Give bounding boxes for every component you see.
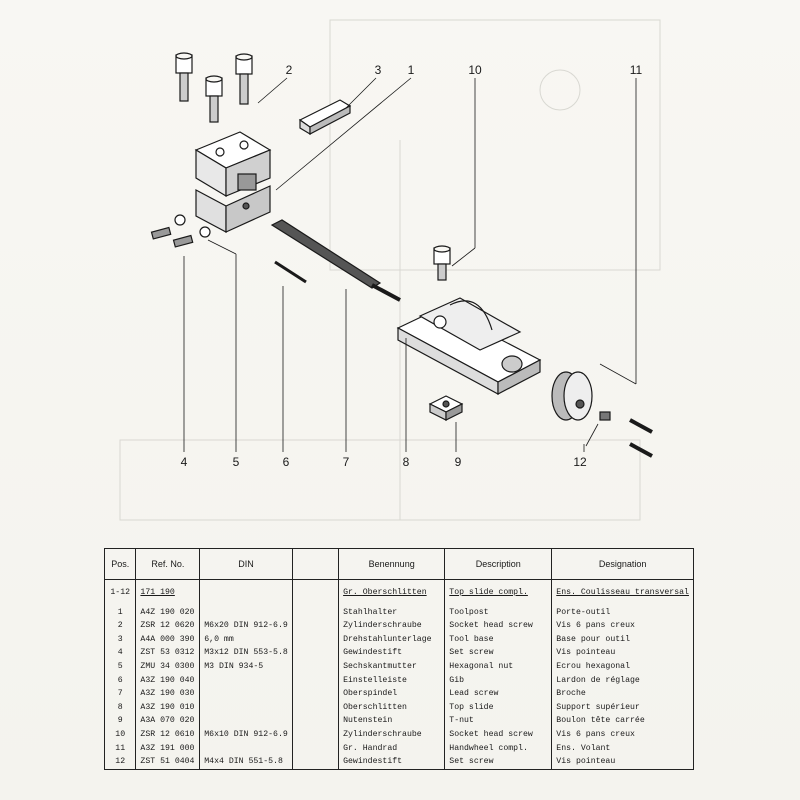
- cell-din: [200, 742, 293, 756]
- cell-benennung: Sechskantmutter: [339, 660, 445, 674]
- cell-din: M3 DIN 934-5: [200, 660, 293, 674]
- table-row: [105, 660, 694, 674]
- cell-din: [200, 586, 293, 600]
- cell-designation: Support supérieur: [552, 701, 694, 715]
- cell-ref: A4Z 190 020: [136, 606, 200, 620]
- callout-9: 9: [454, 455, 462, 469]
- callout-5: 5: [232, 455, 240, 469]
- cell-designation: Lardon de réglage: [552, 674, 694, 688]
- cell-pos: 3: [105, 633, 136, 647]
- cell-pos: 10: [105, 728, 136, 742]
- cell-designation: Base pour outil: [552, 633, 694, 647]
- cell-blank: [292, 728, 338, 742]
- cell-blank: [292, 606, 338, 620]
- cell-din: M4x4 DIN 551-5.8: [200, 755, 293, 769]
- cell-ref: A3Z 191 000: [136, 742, 200, 756]
- cell-blank: [292, 755, 338, 769]
- cell-blank: [292, 714, 338, 728]
- cell-benennung: Gewindestift: [339, 646, 445, 660]
- cell-description: Handwheel compl.: [445, 742, 552, 756]
- cell-description: T-nut: [445, 714, 552, 728]
- table-row: [105, 742, 694, 756]
- cell-description: Top slide: [445, 701, 552, 715]
- cell-pos: 12: [105, 755, 136, 769]
- cell-din: [200, 701, 293, 715]
- table-row: [105, 701, 694, 715]
- cell-description: Toolpost: [445, 606, 552, 620]
- header-description: Description: [445, 549, 552, 580]
- cell-pos: 4: [105, 646, 136, 660]
- table-row: [105, 646, 694, 660]
- cell-benennung: Gewindestift: [339, 755, 445, 769]
- callout-4: 4: [180, 455, 188, 469]
- callout-12: 12: [573, 455, 587, 469]
- table-row: [105, 687, 694, 701]
- header-benennung: Benennung: [339, 549, 445, 580]
- cell-pos: 8: [105, 701, 136, 715]
- cell-blank: [292, 742, 338, 756]
- cell-description: Set screw: [445, 755, 552, 769]
- cell-din: [200, 674, 293, 688]
- cell-ref: ZMU 34 0300: [136, 660, 200, 674]
- cell-blank: [292, 701, 338, 715]
- gib-part-6: [275, 262, 306, 282]
- cell-din: M3x12 DIN 553-5.8: [200, 646, 293, 660]
- cell-pos: 2: [105, 619, 136, 633]
- cell-ref: A3Z 190 010: [136, 701, 200, 715]
- cell-description: Gib: [445, 674, 552, 688]
- cell-benennung: Einstelleiste: [339, 674, 445, 688]
- table-header-row: [105, 549, 694, 580]
- lead-screw-part-7: [272, 220, 400, 300]
- cell-description: Socket head screw: [445, 619, 552, 633]
- cell-pos: 1: [105, 606, 136, 620]
- t-nut-part-9: [430, 396, 462, 420]
- cell-ref: A3Z 190 030: [136, 687, 200, 701]
- cell-ref: 171 190: [136, 586, 200, 600]
- cell-designation: Broche: [552, 687, 694, 701]
- cell-designation: Ecrou hexagonal: [552, 660, 694, 674]
- parts-list-table: [104, 548, 694, 770]
- table-row: [105, 606, 694, 620]
- callout-8: 8: [402, 455, 410, 469]
- cell-designation: Ens. Volant: [552, 742, 694, 756]
- cell-ref: ZSR 12 0610: [136, 728, 200, 742]
- header-ref-no: Ref. No.: [136, 549, 200, 580]
- cell-pos: 5: [105, 660, 136, 674]
- table-row: [105, 633, 694, 647]
- socket-head-screws-part-2: [176, 53, 252, 122]
- cell-ref: ZSR 12 0620: [136, 619, 200, 633]
- header-blank: [292, 549, 338, 580]
- cell-description: Lead screw: [445, 687, 552, 701]
- cell-pos: 9: [105, 714, 136, 728]
- set-screws-part-4: [151, 228, 192, 247]
- cell-designation: Porte-outil: [552, 606, 694, 620]
- cell-blank: [292, 633, 338, 647]
- cell-blank: [292, 586, 338, 600]
- cell-designation: Ens. Coulisseau transversal: [552, 586, 694, 600]
- cell-benennung: Stahlhalter: [339, 606, 445, 620]
- cell-description: Tool base: [445, 633, 552, 647]
- tool-base-part-3: [300, 100, 350, 134]
- set-screw-part-12: [600, 412, 610, 420]
- cell-benennung: Zylinderschraube: [339, 619, 445, 633]
- cell-benennung: Gr. Handrad: [339, 742, 445, 756]
- cell-description: Set screw: [445, 646, 552, 660]
- cell-designation: Vis pointeau: [552, 646, 694, 660]
- header-designation: Designation: [552, 549, 694, 580]
- cell-benennung: Oberspindel: [339, 687, 445, 701]
- table-row: [105, 674, 694, 688]
- callout-7: 7: [342, 455, 350, 469]
- callout-6: 6: [282, 455, 290, 469]
- cell-designation: Vis pointeau: [552, 755, 694, 769]
- cell-pos: 7: [105, 687, 136, 701]
- cell-din: [200, 714, 293, 728]
- cell-designation: Vis 6 pans creux: [552, 728, 694, 742]
- table-row: [105, 728, 694, 742]
- callout-2: 2: [285, 63, 293, 77]
- top-slide-part-8: [398, 298, 540, 394]
- cell-description: Top slide compl.: [445, 586, 552, 600]
- cell-din: [200, 606, 293, 620]
- cell-blank: [292, 646, 338, 660]
- cell-benennung: Zylinderschraube: [339, 728, 445, 742]
- table-row: [105, 586, 694, 600]
- callout-3: 3: [374, 63, 382, 77]
- cell-ref: ZST 51 0404: [136, 755, 200, 769]
- cell-benennung: Oberschlitten: [339, 701, 445, 715]
- callout-11: 11: [629, 63, 643, 77]
- cell-din: 6,0 mm: [200, 633, 293, 647]
- socket-head-screw-part-10: [434, 246, 450, 280]
- table-row: [105, 755, 694, 769]
- callout-1: 1: [407, 63, 415, 77]
- cell-designation: Boulon tête carrée: [552, 714, 694, 728]
- toolpost-part-1: [196, 132, 270, 232]
- cell-benennung: Drehstahlunterlage: [339, 633, 445, 647]
- cell-pos: 6: [105, 674, 136, 688]
- cell-din: M6x10 DIN 912-6.9: [200, 728, 293, 742]
- table-row: [105, 619, 694, 633]
- cell-din: M6x20 DIN 912-6.9: [200, 619, 293, 633]
- cell-pos: 11: [105, 742, 136, 756]
- header-pos: Pos.: [105, 549, 136, 580]
- cell-din: [200, 687, 293, 701]
- callout-10: 10: [468, 63, 482, 77]
- cell-pos: 1-12: [105, 586, 136, 600]
- cell-benennung: Gr. Oberschlitten: [339, 586, 445, 600]
- cell-blank: [292, 674, 338, 688]
- cell-ref: A4A 000 390: [136, 633, 200, 647]
- cell-ref: A3Z 190 040: [136, 674, 200, 688]
- cell-ref: ZST 53 0312: [136, 646, 200, 660]
- cell-description: Hexagonal nut: [445, 660, 552, 674]
- cell-blank: [292, 660, 338, 674]
- cell-blank: [292, 687, 338, 701]
- cell-designation: Vis 6 pans creux: [552, 619, 694, 633]
- cell-description: Socket head screw: [445, 728, 552, 742]
- cell-blank: [292, 619, 338, 633]
- table-row: [105, 714, 694, 728]
- cell-benennung: Nutenstein: [339, 714, 445, 728]
- cell-ref: A3A 070 020: [136, 714, 200, 728]
- header-din: DIN: [200, 549, 293, 580]
